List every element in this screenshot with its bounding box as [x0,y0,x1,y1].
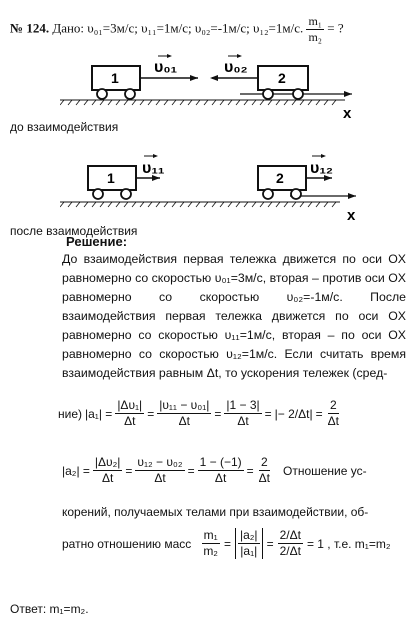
value-ratio-frac [278,528,303,559]
eq1-equals: = [315,406,323,421]
eq1-frac-3-den: Δt [237,414,249,428]
eq2-frac-1-num: |Δυ₂| [94,455,121,469]
equation-a1 [58,398,341,429]
velocity-label-1: υ₀₁ [154,59,178,76]
equation-a2 [62,455,367,486]
eq2-frac-1 [93,455,122,486]
mass-ratio-frac [201,528,220,559]
asked-tail: = ? [327,20,344,36]
eq1-frac-1-num: |Δυ₁| [117,398,143,412]
eq2-frac-2 [135,455,184,486]
mass-ratio-den: m₂ [203,544,218,558]
asked-ratio-num: m₁ [308,14,322,28]
eq1-frac-result [326,398,341,429]
eq2-frac-3 [198,455,244,486]
eq2-result-num: 2 [260,455,268,469]
answer-line: Ответ: m₁=m₂. [10,602,89,616]
axis-label-x: x [347,207,356,224]
ratio-equals: = [266,536,274,551]
eq1-frac-2 [157,398,211,429]
eq1-equals: = [147,406,155,421]
eq2-frac-2-den: Δt [154,471,166,485]
eq1-equals: = [264,406,272,421]
eq1-frac-1-den: Δt [124,414,136,428]
eq2-frac-1-den: Δt [101,471,114,485]
eq1-result-den: Δt [327,414,339,428]
cart-1-label: 1 [107,170,115,186]
cart-2-label: 2 [278,70,286,86]
eq1-result-num: 2 [329,398,337,412]
eq2-frac-3-den: Δt [214,471,227,485]
eq1-abs-value: |− 2/Δt| [274,406,313,421]
velocity-label-1: υ₁₁ [142,160,165,177]
equation-mass-ratio [62,528,391,559]
diagram-before [60,48,360,128]
eq2-frac-3-num: 1 − (−1) [199,455,242,469]
ratio-prefix: ратно отношению масс [62,536,192,551]
text-line-after-eq2: корений, получаемых телами при взаимодействии, об- [62,505,369,519]
mass-ratio-num: m₁ [203,528,218,542]
ground-hatching [60,202,340,207]
eq1-frac-1 [115,398,144,429]
velocity-label-2: υ₀₂ [224,59,248,76]
cart-2-label: 2 [276,170,284,186]
ratio-equals: = [223,536,231,551]
solution-heading: Решение: [66,234,128,249]
eq2-lhs: |a₂| = [62,463,90,478]
axis-label-x: x [343,105,352,122]
solution-paragraph: До взаимодействия первая тележка движется по оси OX равномерно со скоростью υ₀₁=3м/с, вторая – против оси OX равномерно со скоростью υ₀₂=-1м/с. После взаимодействия первая тележка движется по оси OX равномерно со скоростью υ₁₁=1м/с, вторая – по оси OX равномерно со скоростью υ₁₂=1м/с. Если считать время взаимодействия равным Δt, то ускорения тележек (сред- [62,252,406,380]
eq1-equals: = [214,406,222,421]
eq2-result-den: Δt [258,471,270,485]
problem-number: № 124. [10,20,50,36]
eq1-prefix: ние) [58,406,82,421]
diagram-after [60,140,365,225]
eq2-tail-text: Отношение ус- [283,463,367,478]
accel-ratio-den: |a₁| [240,544,258,558]
cart-1-label: 1 [111,70,119,86]
eq2-equals: = [125,463,133,478]
eq1-frac-3 [224,398,261,429]
eq1-frac-2-den: Δt [178,414,190,428]
asked-ratio [306,14,324,45]
eq1-frac-3-num: |1 − 3| [226,398,260,412]
problem-header [10,14,344,45]
eq2-equals: = [187,463,195,478]
asked-ratio-den: m₂ [308,30,322,44]
eq2-equals: = [246,463,254,478]
accel-ratio-frac [235,528,263,559]
given-values: Дано: υ₀₁=3м/с; υ₁₁=1м/с; υ₀₂=-1м/с; υ₁₂=1м/с. [52,20,304,36]
velocity-label-2: υ₁₂ [310,160,334,177]
accel-ratio-num: |a₂| [239,528,258,542]
caption-before: до взаимодействия [10,120,119,134]
ground-hatching [60,100,345,105]
eq2-frac-result [257,455,272,486]
eq2-frac-2-num: υ₁₂ − υ₀₂ [137,455,183,469]
value-ratio-num: 2/Δt [279,528,301,542]
caption-after: после взаимодействия [10,224,138,238]
value-ratio-den: 2/Δt [279,544,301,558]
eq1-lhs: |a₁| = [85,406,113,421]
eq1-frac-2-num: |υ₁₁ − υ₀₁| [159,398,210,412]
ratio-result: = 1 , т.е. m₁=m₂ [306,536,391,551]
